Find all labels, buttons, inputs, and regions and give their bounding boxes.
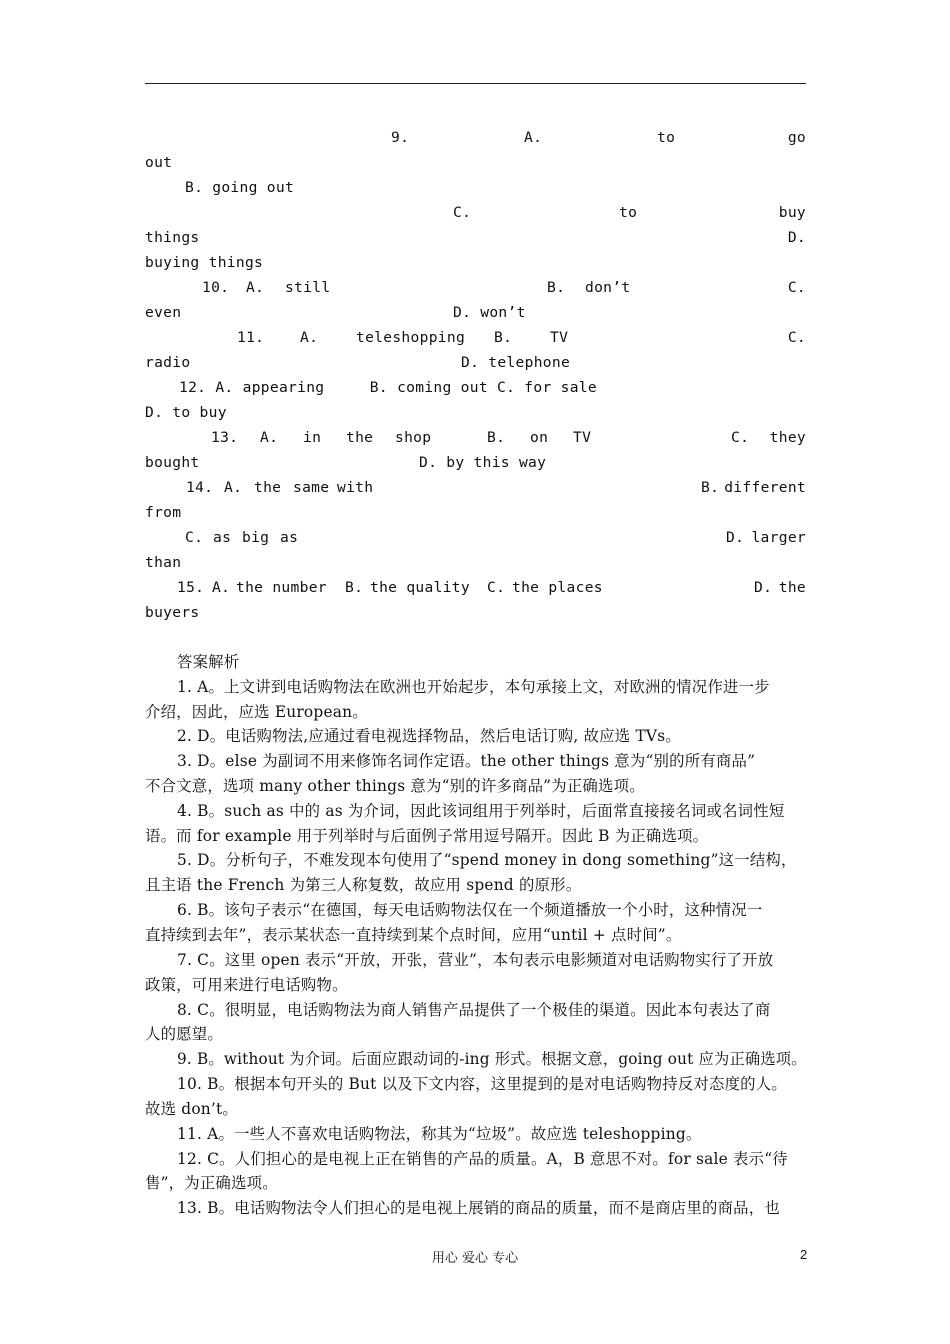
answer-line: 且主语 the French 为第三人称复数，故应用 spend 的原形。 xyxy=(145,876,582,894)
q15-opt-d: the xyxy=(778,579,806,596)
answers-heading: 答案解析 xyxy=(177,653,240,671)
q9-opt-a-w1: to xyxy=(657,129,676,146)
q9-opt-b: B. going out xyxy=(185,179,295,196)
q10-opt-b: don’t xyxy=(585,279,631,296)
q13-opt-b-w2: TV xyxy=(573,429,592,446)
q15-opt-a: the number xyxy=(236,579,327,596)
header-rule xyxy=(145,83,806,84)
q10-opt-d: D. won’t xyxy=(453,304,526,321)
q15-opt-a-label: A. xyxy=(212,579,231,596)
q14-opt-a-label: A. xyxy=(224,479,243,496)
q14-line-d xyxy=(145,551,806,575)
q9-line-b xyxy=(145,176,806,200)
q12-opt-d: D. to buy xyxy=(145,404,227,421)
q12-line-a xyxy=(145,376,806,400)
answer-line: 介绍，因此，应选 European。 xyxy=(145,703,368,721)
answer-line: 7. C。这里 open 表示“开放，开张，营业”，本句表示电影频道对电话购物实行了开放 xyxy=(177,951,774,969)
q10-opt-c: even xyxy=(145,304,182,321)
q14-opt-b-label: B. xyxy=(701,479,720,496)
q14-opt-d-w2: than xyxy=(145,554,182,571)
answer-line: 故选 don’t。 xyxy=(145,1100,238,1118)
q9-opt-a-w2: go xyxy=(787,129,806,146)
q14-opt-c-label: C. xyxy=(185,529,204,546)
q13-opt-c-w1: they xyxy=(769,429,806,446)
q15-opt-c-label: C. xyxy=(487,579,506,596)
answer-line: 语。而 for example 用于列举时与后面例子常用逗号隔开。因此 B 为正确选项。 xyxy=(145,827,709,845)
q10-num: 10. xyxy=(202,279,230,296)
q14-opt-c-w3: as xyxy=(280,529,299,546)
q12-options-abc: 12. A. appearing B. coming out C. for sale xyxy=(179,379,597,396)
answer-line: 4. B。such as 中的 as 为介词，因此该词组用于列举时，后面常直接接名词或名词性短 xyxy=(177,802,785,820)
q13-opt-a-label: A. xyxy=(260,429,279,446)
page-footer: 用心 爱心 专心 xyxy=(431,1251,519,1266)
q13-opt-c-w2: bought xyxy=(145,454,200,471)
q10-line-b xyxy=(145,301,806,325)
answer-line: 5. D。分析句子，不难发现本句使用了“spend money in dong something”这一结构， xyxy=(177,851,797,869)
q14-opt-a-w1: the xyxy=(254,479,282,496)
q10-line-a xyxy=(145,276,806,300)
q11-opt-b: TV xyxy=(550,329,569,346)
answer-line: 2. D。电话购物法,应通过看电视选择物品，然后电话订购, 故应选 TVs。 xyxy=(177,727,681,745)
answer-line: 6. B。该句子表示“在德国，每天电话购物法仅在一个频道播放一个小时，这种情况一 xyxy=(177,901,763,919)
q14-line-b xyxy=(145,501,806,525)
page-number: 2 xyxy=(800,1247,808,1262)
q14-num: 14. xyxy=(186,479,214,496)
q9-line-a xyxy=(145,126,806,150)
q13-line-b xyxy=(145,451,806,475)
answer-line: 8. C。很明显，电话购物法为商人销售产品提供了一个极佳的渠道。因此本句表达了商 xyxy=(177,1001,771,1019)
q14-opt-b-w2: from xyxy=(145,504,182,521)
answer-line: 12. C。人们担心的是电视上正在销售的产品的质量。A，B 意思不对。for sale 表示“待 xyxy=(177,1150,788,1168)
q10-opt-c-label: C. xyxy=(787,279,806,296)
q11-num: 11. xyxy=(237,329,265,346)
q13-opt-b-label: B. xyxy=(487,429,506,446)
q14-opt-a-w3: with xyxy=(337,479,374,496)
q10-opt-a: still xyxy=(285,279,331,296)
answer-line: 人的愿望。 xyxy=(145,1025,223,1043)
q11-opt-c-label: C. xyxy=(787,329,806,346)
q10-opt-b-label: B. xyxy=(547,279,566,296)
q11-opt-b-label: B. xyxy=(494,329,513,346)
q9-line-a2 xyxy=(145,151,806,175)
q15-opt-d-w2: buyers xyxy=(145,604,200,621)
q14-opt-d: larger xyxy=(751,529,806,546)
q13-opt-c-label: C. xyxy=(731,429,750,446)
q15-opt-b-label: B. xyxy=(345,579,364,596)
q11-opt-a: teleshopping xyxy=(356,329,466,346)
q15-opt-d-label: D. xyxy=(754,579,773,596)
answer-line: 11. A。一些人不喜欢电话购物法，称其为“垃圾”。故应选 teleshopping。 xyxy=(177,1125,702,1143)
q9-opt-c-w3: things xyxy=(145,229,200,246)
q9-line-c xyxy=(145,201,806,225)
q15-opt-b: the quality xyxy=(370,579,470,596)
answer-line: 售”，为正确选项。 xyxy=(145,1174,278,1192)
answer-line: 10. B。根据本句开头的 But 以及下文内容，这里提到的是对电话购物持反对态度的人。 xyxy=(177,1075,787,1093)
q13-opt-b-w1: on xyxy=(530,429,549,446)
q11-opt-a-label: A. xyxy=(300,329,319,346)
q11-opt-c: radio xyxy=(145,354,191,371)
q14-opt-a-w2: same xyxy=(293,479,330,496)
answer-line: 不合文意，选项 many other things 意为“别的许多商品”为正确选项。 xyxy=(145,777,645,795)
q9-opt-d-label: D. xyxy=(787,229,806,246)
answer-line: 1. A。上文讲到电话购物法在欧洲也开始起步，本句承接上文，对欧洲的情况作进一步 xyxy=(177,678,770,696)
q10-opt-a-label: A. xyxy=(246,279,265,296)
answer-line: 政策，可用来进行电话购物。 xyxy=(145,976,348,994)
answer-line: 9. B。without 为介词。后面应跟动词的-ing 形式。根据文意，going out 应为正确选项。 xyxy=(177,1050,807,1068)
q14-opt-c-w2: big xyxy=(242,529,270,546)
q9-line-c2 xyxy=(145,226,806,250)
q9-opt-c-w1: to xyxy=(619,204,638,221)
q11-line-b xyxy=(145,351,806,375)
q13-num: 13. xyxy=(211,429,239,446)
q15-line-a xyxy=(145,576,806,600)
q11-line-a xyxy=(145,326,806,350)
answer-line: 直持续到去年”，表示某状态一直持续到某个点时间，应用“until + 点时间”。 xyxy=(145,926,682,944)
q9-opt-a: A. xyxy=(524,129,543,146)
q14-opt-c-w1: as xyxy=(213,529,232,546)
q14-opt-b: different xyxy=(724,479,806,496)
q12-line-b xyxy=(145,401,806,425)
q9-num: 9. xyxy=(391,129,410,146)
q15-num: 15. xyxy=(177,579,205,596)
q11-opt-d: D. telephone xyxy=(461,354,571,371)
q14-opt-d-label: D. xyxy=(726,529,745,546)
q9-opt-a-w3: out xyxy=(145,154,173,171)
q14-line-a xyxy=(145,476,806,500)
q15-line-b xyxy=(145,601,806,625)
answer-line: 3. D。else 为副词不用来修饰名词作定语。the other things 意为“别的所有商品” xyxy=(177,752,756,770)
q9-opt-d: buying things xyxy=(145,254,264,271)
answer-line: 13. B。电话购物法令人们担心的是电视上展销的商品的质量，而不是商店里的商品，也 xyxy=(177,1199,780,1217)
q13-line-a xyxy=(145,426,806,450)
q13-opt-a-w3: shop xyxy=(395,429,432,446)
q9-opt-c: C. xyxy=(453,204,472,221)
q14-line-c xyxy=(145,526,806,550)
q9-opt-c-w2: buy xyxy=(778,204,806,221)
q13-opt-a-w2: the xyxy=(346,429,374,446)
q15-opt-c: the places xyxy=(512,579,603,596)
q13-opt-d: D. by this way xyxy=(419,454,547,471)
q13-opt-a-w1: in xyxy=(303,429,322,446)
q9-line-d xyxy=(145,251,806,275)
